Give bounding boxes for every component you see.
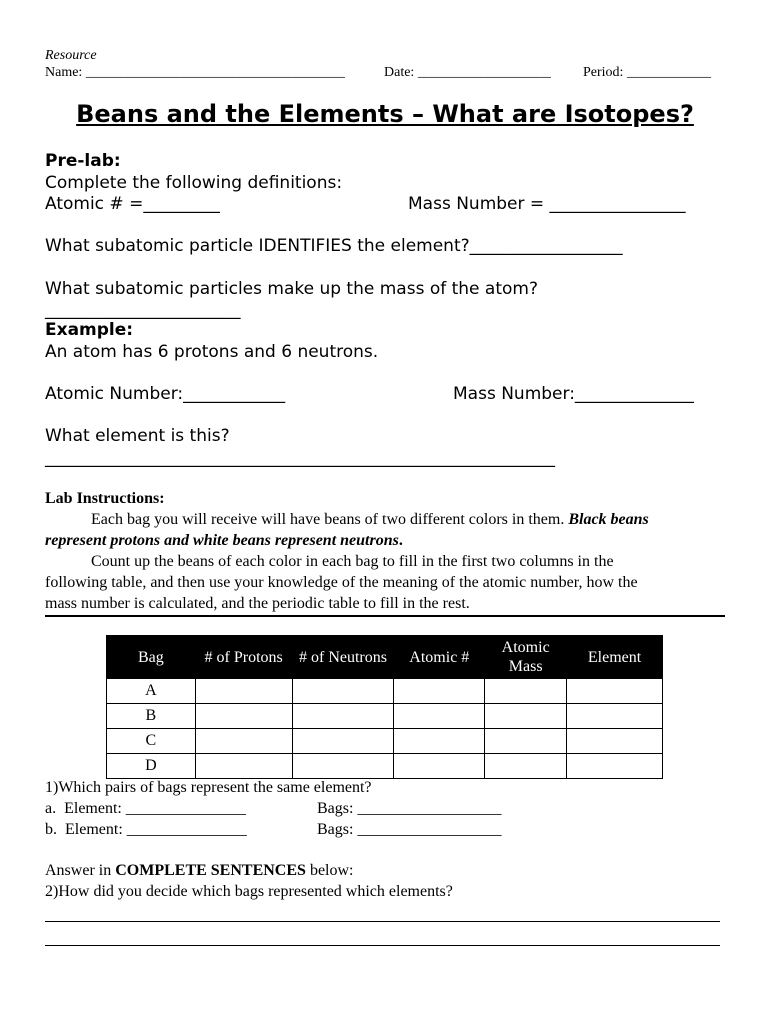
example-heading: Example: — [45, 320, 134, 340]
answer-line-1[interactable] — [45, 921, 720, 922]
protons-cell[interactable] — [195, 729, 292, 754]
mass-number-definition[interactable]: Mass Number = ________________ — [408, 194, 686, 214]
example-mass-number[interactable]: Mass Number:______________ — [453, 384, 694, 404]
pair-b-bags-field[interactable]: Bags: __________________ — [317, 821, 502, 838]
prelab-heading: Pre-lab: — [45, 151, 121, 171]
protons-cell[interactable] — [195, 754, 292, 779]
instructions-paragraph-2-line-2: following table, and then use your knowledge of the meaning of the atomic number, how the — [45, 574, 638, 591]
table-row — [107, 729, 663, 754]
column-header-atomic-number: Atomic # — [394, 636, 485, 679]
example-text: An atom has 6 protons and 6 neutrons. — [45, 342, 379, 362]
pair-b-element-field[interactable]: b. Element: _______________ — [45, 821, 247, 838]
period-field[interactable]: Period: ____________ — [583, 65, 711, 80]
element-cell[interactable] — [567, 754, 663, 779]
example-element-question: What element is this? — [45, 426, 230, 446]
table-row — [107, 704, 663, 729]
protons-cell[interactable] — [195, 704, 292, 729]
question-2: 2)How did you decide which bags represented which elements? — [45, 883, 453, 900]
instructions-paragraph-1-line-1: Each bag you will receive will have beans of two different colors in them. Black beans — [91, 511, 649, 528]
lab-instructions-heading: Lab Instructions: — [45, 490, 165, 507]
pair-a-element-field[interactable]: a. Element: _______________ — [45, 800, 246, 817]
mass-particles-answer-blank[interactable]: _______________________ — [45, 300, 241, 320]
neutrons-cell[interactable] — [292, 704, 394, 729]
instructions-paragraph-1-line-2: represent protons and white beans represent neutrons. — [45, 532, 403, 549]
protons-cell[interactable] — [195, 679, 292, 704]
bean-data-table — [106, 635, 663, 779]
bag-cell: D — [107, 754, 196, 779]
instructions-paragraph-2-line-3: mass number is calculated, and the periodic table to fill in the rest. — [45, 595, 470, 612]
resource-label: Resource — [45, 48, 97, 63]
prelab-intro: Complete the following definitions: — [45, 173, 343, 193]
column-header-element: Element — [567, 636, 663, 679]
atomic-number-cell[interactable] — [394, 754, 485, 779]
section-divider — [45, 615, 725, 617]
answer-instruction: Answer in COMPLETE SENTENCES below: — [45, 862, 354, 879]
element-cell[interactable] — [567, 679, 663, 704]
date-field[interactable]: Date: ___________________ — [384, 65, 551, 80]
bag-cell: B — [107, 704, 196, 729]
atomic-number-cell[interactable] — [394, 704, 485, 729]
column-header-neutrons: # of Neutrons — [292, 636, 394, 679]
column-header-atomic-mass — [485, 636, 567, 679]
atomic-mass-cell[interactable] — [485, 754, 567, 779]
column-header-protons: # of Protons — [195, 636, 292, 679]
table-row — [107, 679, 663, 704]
neutrons-cell[interactable] — [292, 679, 394, 704]
neutrons-cell[interactable] — [292, 754, 394, 779]
element-cell[interactable] — [567, 704, 663, 729]
atomic-number-cell[interactable] — [394, 729, 485, 754]
instructions-paragraph-2-line-1: Count up the beans of each color in each bag to fill in the first two columns in the — [91, 553, 614, 570]
mass-particles-question: What subatomic particles make up the mass of the atom? — [45, 279, 538, 299]
atomic-mass-cell[interactable] — [485, 729, 567, 754]
element-cell[interactable] — [567, 729, 663, 754]
atomic-number-definition[interactable]: Atomic # =_________ — [45, 194, 220, 214]
answer-line-2[interactable] — [45, 945, 720, 946]
pair-a-bags-field[interactable]: Bags: __________________ — [317, 800, 502, 817]
bag-cell: A — [107, 679, 196, 704]
example-atomic-number[interactable]: Atomic Number:____________ — [45, 384, 286, 404]
identify-element-question[interactable]: What subatomic particle IDENTIFIES the element?__________________ — [45, 236, 623, 256]
bag-cell: C — [107, 729, 196, 754]
atomic-mass-cell[interactable] — [485, 704, 567, 729]
column-header-bag: Bag — [107, 636, 196, 679]
name-field[interactable]: Name: _____________________________________ — [45, 65, 345, 80]
page-title: Beans and the Elements – What are Isotopes? — [76, 100, 694, 128]
atomic-mass-cell[interactable] — [485, 679, 567, 704]
question-1: 1)Which pairs of bags represent the same element? — [45, 779, 372, 796]
atomic-number-cell[interactable] — [394, 679, 485, 704]
table-row — [107, 754, 663, 779]
table-header-row — [107, 636, 663, 679]
atomic-mass-header-text: Atomic Mass — [501, 639, 550, 675]
example-element-answer-blank[interactable]: ____________________________________________________________ — [45, 448, 555, 468]
neutrons-cell[interactable] — [292, 729, 394, 754]
